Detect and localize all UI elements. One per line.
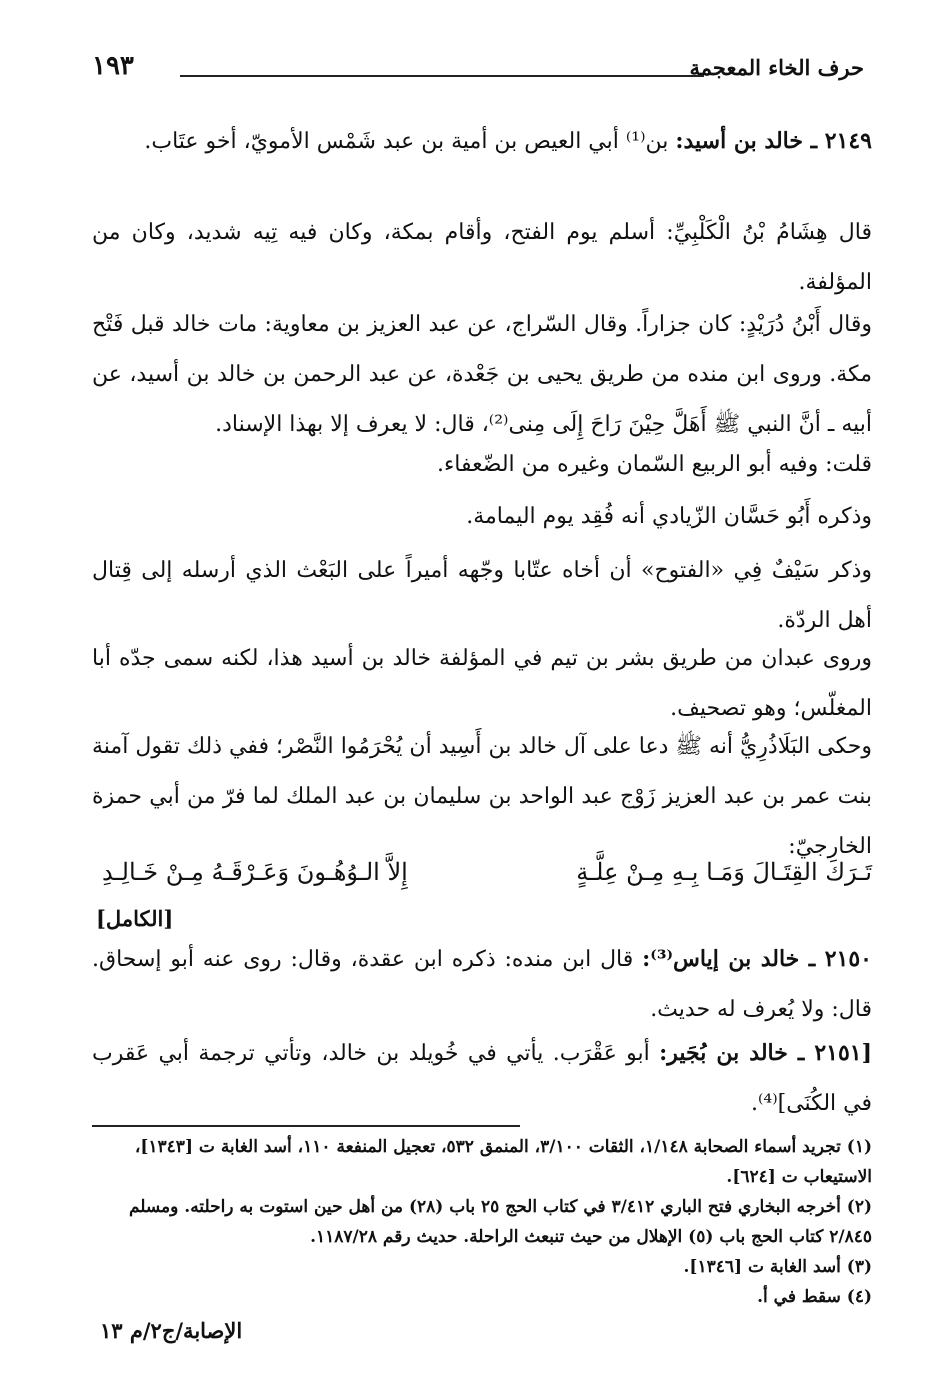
entry-2151 <box>92 1028 872 1129</box>
poetry-verse <box>92 858 872 898</box>
paragraph <box>92 300 872 450</box>
paragraph <box>92 722 872 872</box>
paragraph <box>92 208 872 308</box>
paragraph-text: وذكره أَبُو حَسَّان الزّيادي أنه فُقِد يوم اليمامة. <box>466 504 872 529</box>
paragraph <box>92 492 872 542</box>
paragraph-text: قال هِشَامُ بْنُ الْكَلْبِيِّ: أسلم يوم الفتح، وأقام بمكة، وكان فيه تِيه شديد، وكان من المؤلفة. <box>92 220 872 295</box>
paragraph-text: قلت: وفيه أبو الربيع السّمان وغيره من الضّعفاء. <box>436 452 872 477</box>
entry-2150 <box>92 934 872 1035</box>
paragraph <box>92 440 872 490</box>
verse-hemistich-first: تَـرَكَ القِتَـالَ وَمَـا بِـهِ مِـنْ عِلَّـةٍ <box>576 858 872 886</box>
paragraph-text: وحكى البَلَاذُرِيُّ أنه ﷺ دعا على آل خالد بن أَسِيد أن يُحْرَمُوا النَّصْر؛ ففي ذلك تقول آمنة بنت عمر بن عبد العزيز زَوْج عبد الواحد بن سليمان بن عبد الملك لما فرّ من أبي حمزة الخارجيّ: <box>92 734 872 859</box>
footnotes <box>92 1132 872 1312</box>
signature-mark: الإصابة/ج٢/م ١٣ <box>100 1318 243 1343</box>
entry-2149 <box>92 116 872 167</box>
entry-text: قال ابن منده: ذكره ابن عقدة، وقال: روى عنه أبو إسحاق. قال: ولا يُعرف له حديث. <box>92 947 872 1022</box>
paragraph-text: وروى عبدان من طريق بشر بن تيم في المؤلفة خالد بن أسيد هذا، لكنه سمى جدّه أبا المغلّس؛ وهو تصحيف. <box>92 646 872 721</box>
entry-heading: [٢١٥١ ـ خالد بن بُجَير: <box>659 1040 872 1066</box>
verse-hemistich-second: إِلاَّ الـوُهُـونَ وَعَـرْقَـهُ مِـنْ خَـالِـدِ <box>102 858 408 886</box>
footnote-rule <box>92 1125 520 1127</box>
footnote: (٣) أسد الغابة ت [١٣٤٦]. <box>683 1257 872 1277</box>
entry-heading: ٢١٥٠ ـ خالد بن إياس⁽³⁾: <box>642 946 872 972</box>
page-number: ١٩٣ <box>92 51 134 81</box>
paragraph-text: وقال أَبْنُ دُرَيْدٍ: كان جزاراً. وقال السّراج، عن عبد العزيز بن معاوية: مات خالد قبل فَتْح مكة. وروى ابن منده من طريق يحيى بن جَعْدة، عن عبد الرحمن بن خالد بن أسيد، عن أبيه ـ أنَّ النبي ﷺ أَهَلَّ حِيْنَ رَاحَ إِلَى مِنى⁽²⁾، قال: لا يعرف إلا بهذا الإسناد. <box>92 312 872 437</box>
verse-meter: [الكامل] <box>96 906 174 931</box>
entry-text: بن⁽¹⁾ أبي العيص بن أمية بن عبد شَمْس الأمويّ، أخو عتَاب. <box>144 129 669 154</box>
entry-heading: ٢١٤٩ ـ خالد بن أسيد: <box>675 128 872 154</box>
paragraph <box>92 634 872 734</box>
footnote: (٢) أخرجه البخاري فتح الباري ٣/٤١٢ في كتاب الحج ٢٥ باب (٢٨) من أهل حين استوت به راحلته. ومسلم ٢/٨٤٥ كتاب الحج باب (٥) الإهلال من حيث تنبعث الراحلة. حديث رقم ١١٨٧/٢٨. <box>128 1197 872 1247</box>
page-header <box>92 51 864 95</box>
running-title: حرف الخاء المعجمة <box>689 55 864 80</box>
header-rule <box>180 75 704 77</box>
entry-text: أبو عَقْرَب. يأتي في خُويلد بن خالد، وتأتي ترجمة أبي عَقرب في الكُنَى]⁽⁴⁾. <box>92 1041 872 1116</box>
footnote: (١) تجريد أسماء الصحابة ١/١٤٨، الثقات ٣/١٠٠، المنمق ٥٣٢، تعجيل المنفعة ١١٠، أسد الغابة ت [١٣٤٣]، الاستيعاب ت [٦٢٤]. <box>134 1137 872 1187</box>
footnote: (٤) سقط في أ. <box>757 1287 872 1307</box>
paragraph-text: وذكر سَيْفٌ فِي «الفتوح» أن أخاه عتّابا وجّهه أميراً على البَعْث الذي أرسله إلى قِتال أهل الردّة. <box>92 558 872 633</box>
paragraph <box>92 546 872 646</box>
